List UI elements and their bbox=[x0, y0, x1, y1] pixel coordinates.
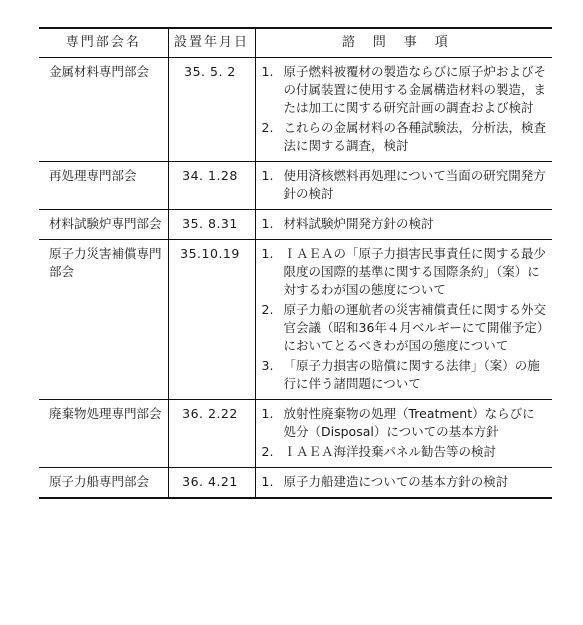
item-number: 2. bbox=[261, 302, 274, 317]
item-text: ＩＡＥＡ海洋投棄パネル勧告等の検討 bbox=[283, 444, 497, 459]
committee-name: 廃棄物処理専門部会 bbox=[39, 400, 168, 468]
consultation-item bbox=[262, 473, 548, 491]
item-text: これらの金属材料の各種試験法，分析法，検査法に関する調査，検討 bbox=[283, 120, 547, 153]
item-text: 材料試験炉開発方針の検討 bbox=[283, 216, 434, 231]
consultation-item bbox=[262, 301, 548, 355]
established-date: 36. 2.22 bbox=[168, 400, 255, 468]
item-text: ＩＡＥＡの「原子力損害民事責任に関する最少限度の国際的基準に関する国際条約」（案）に対するわが国の態度について bbox=[283, 246, 547, 297]
consultation-item bbox=[262, 357, 548, 393]
consultation-item bbox=[262, 443, 548, 461]
item-text: 放射性廃棄物の処理（Treatment）ならびに処分（Disposal）についての基本方針 bbox=[283, 406, 535, 439]
item-number: 1. bbox=[261, 246, 274, 261]
committee-name: 原子力災害補償専門部会 bbox=[39, 240, 168, 400]
consultation-item bbox=[262, 119, 548, 155]
consultation-item bbox=[262, 245, 548, 299]
consultation-item bbox=[262, 215, 548, 233]
item-number: 1. bbox=[261, 406, 274, 421]
committee-name: 材料試験炉専門部会 bbox=[39, 210, 168, 240]
consultation-items bbox=[255, 468, 552, 499]
header-consultation-items: 諮問事項 bbox=[255, 28, 552, 58]
table-row bbox=[39, 58, 552, 162]
table-row bbox=[39, 210, 552, 240]
item-text: 原子力船の運航者の災害補償責任に関する外交官会議（昭和36年４月ベルギーにて開催予定）においてとるべきわが国の態度について bbox=[283, 302, 547, 353]
consultation-item bbox=[262, 63, 548, 117]
item-number: 2. bbox=[261, 444, 274, 459]
table-body bbox=[39, 58, 552, 499]
header-established-date: 設置年月日 bbox=[168, 28, 255, 58]
item-number: 1. bbox=[261, 474, 274, 489]
item-text: 原子力船建造についての基本方針の検討 bbox=[283, 474, 509, 489]
committee-name: 原子力船専門部会 bbox=[39, 468, 168, 499]
established-date: 35. 5. 2 bbox=[168, 58, 255, 162]
table-header-row bbox=[39, 28, 552, 58]
consultation-items bbox=[255, 162, 552, 210]
item-number: 1. bbox=[261, 64, 274, 79]
established-date: 36. 4.21 bbox=[168, 468, 255, 499]
committee-table bbox=[39, 27, 552, 499]
established-date: 35. 8.31 bbox=[168, 210, 255, 240]
table-row bbox=[39, 400, 552, 468]
consultation-items bbox=[255, 400, 552, 468]
item-text: 「原子力損害の賠償に関する法律」（案）の施行に伴う諸問題について bbox=[283, 358, 540, 391]
committee-name: 再処理専門部会 bbox=[39, 162, 168, 210]
consultation-item bbox=[262, 405, 548, 441]
table-row bbox=[39, 240, 552, 400]
consultation-items bbox=[255, 210, 552, 240]
item-number: 1. bbox=[261, 216, 274, 231]
consultation-items bbox=[255, 58, 552, 162]
item-text: 原子燃料被覆材の製造ならびに原子炉およびその付属装置に使用する金属構造材料の製造，または加工に関する研究計画の調査および検討 bbox=[283, 64, 547, 115]
item-number: 1. bbox=[261, 168, 274, 183]
established-date: 34. 1.28 bbox=[168, 162, 255, 210]
table-row bbox=[39, 468, 552, 499]
item-text: 使用済核燃料再処理について当面の研究開発方針の検討 bbox=[283, 168, 546, 201]
committee-name: 金属材料専門部会 bbox=[39, 58, 168, 162]
established-date: 35.10.19 bbox=[168, 240, 255, 400]
item-number: 3. bbox=[261, 358, 274, 373]
table-row bbox=[39, 162, 552, 210]
item-number: 2. bbox=[261, 120, 274, 135]
consultation-items bbox=[255, 240, 552, 400]
header-committee-name: 専門部会名 bbox=[39, 28, 168, 58]
consultation-item bbox=[262, 167, 548, 203]
